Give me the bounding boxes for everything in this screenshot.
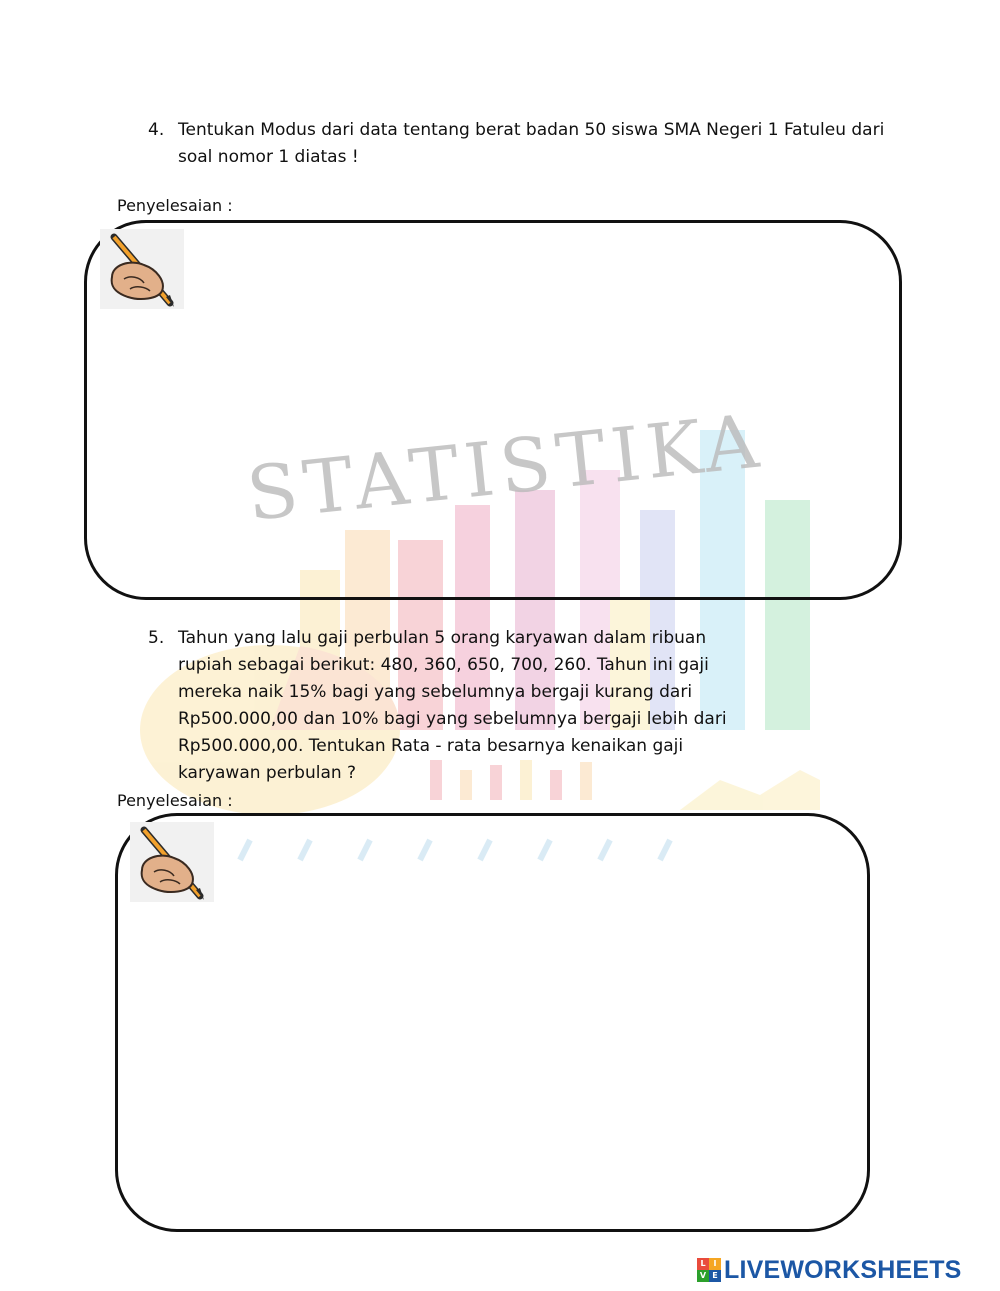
question-line: Rp500.000,00. Tentukan Rata - rata besarnya kenaikan gaji (178, 736, 684, 756)
solution-label: Penyelesaian : (117, 791, 233, 810)
question-number: 4. (148, 120, 165, 140)
question-line: Rp500.000,00 dan 10% bagi yang sebelumnya bergaji lebih dari (178, 709, 727, 729)
logo-letter: V (697, 1270, 709, 1282)
liveworksheets-logo-icon (697, 1258, 721, 1282)
answer-box-5[interactable] (115, 813, 870, 1232)
question-line: rupiah sebagai berikut: 480, 360, 650, 700, 260. Tahun ini gaji (178, 655, 709, 675)
solution-label: Penyelesaian : (117, 196, 233, 215)
logo-letter: I (709, 1258, 721, 1270)
question-line: Tentukan Modus dari data tentang berat badan 50 siswa SMA Negeri 1 Fatuleu dari (178, 120, 885, 140)
question-line: Tahun yang lalu gaji perbulan 5 orang karyawan dalam ribuan (178, 628, 707, 648)
svg-text:STATISTIKA: STATISTIKA (242, 398, 769, 538)
question-line: mereka naik 15% bagi yang sebelumnya bergaji kurang dari (178, 682, 693, 702)
logo-letter: E (709, 1270, 721, 1282)
question-line: soal nomor 1 diatas ! (178, 147, 359, 167)
brand-name: LIVEWORKSHEETS (724, 1255, 962, 1284)
pencil-writing-hand-icon (130, 822, 214, 902)
question-text (178, 117, 898, 171)
question-line: karyawan perbulan ? (178, 763, 357, 783)
liveworksheets-brand[interactable] (697, 1255, 962, 1285)
pencil-writing-hand-icon (100, 229, 184, 309)
logo-letter: L (697, 1258, 709, 1270)
question-number: 5. (148, 628, 165, 648)
answer-box-4[interactable] (84, 220, 902, 600)
question-text (178, 625, 768, 787)
